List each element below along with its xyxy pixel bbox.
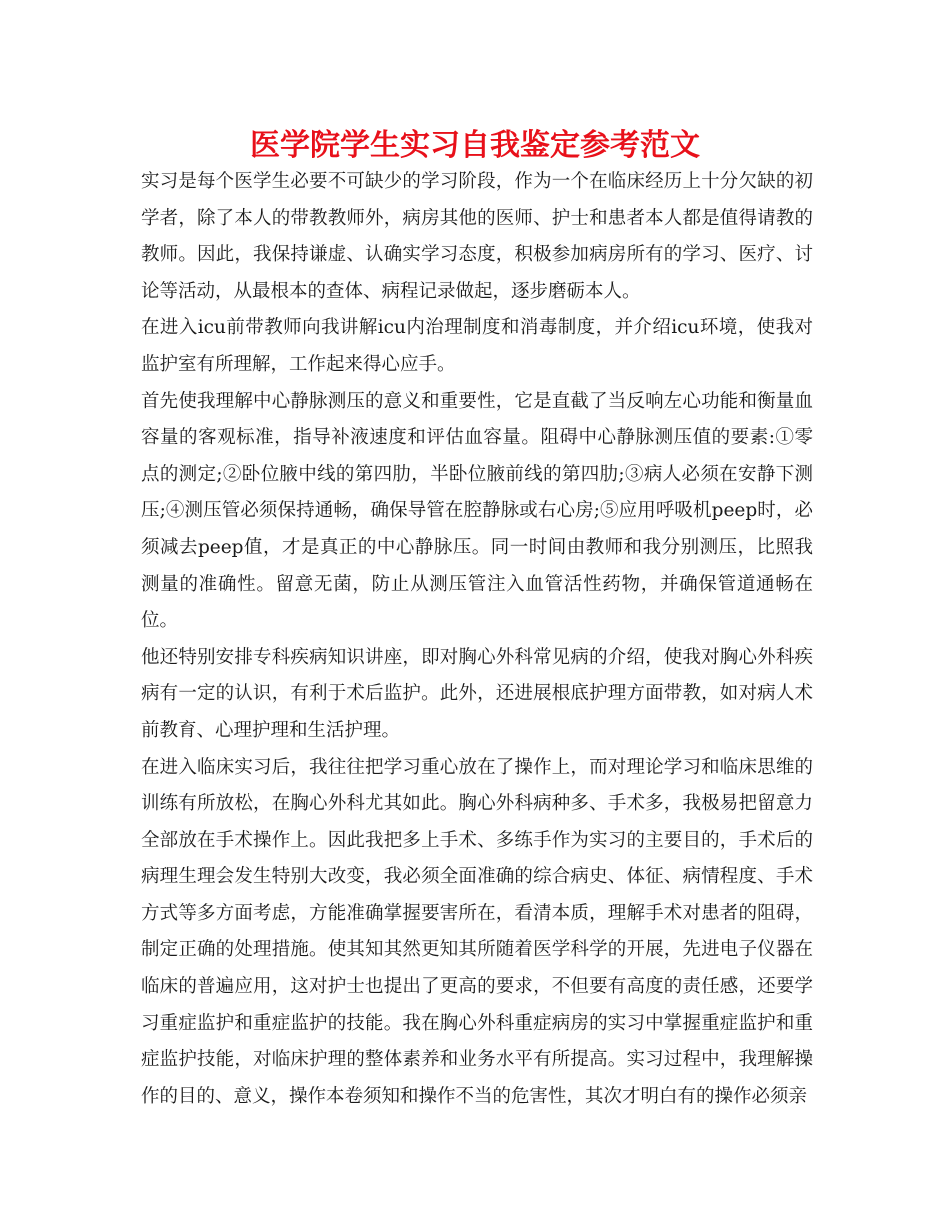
paragraph: 在进入icu前带教师向我讲解icu内治理制度和消毒制度，并介绍icu环境，使我对监护室有所理解，工作起来得心应手。 — [141, 317, 813, 375]
paragraph: 他还特别安排专科疾病知识讲座，即对胸心外科常见病的介绍，使我对胸心外科疾病有一定的认识，有利于术后监护。此外，还进展根底护理方面带教，如对病人术前教育、心理护理和生活护理。 — [141, 646, 813, 741]
document-body — [141, 164, 813, 1115]
document-title: 医学院学生实习自我鉴定参考范文 — [250, 128, 700, 163]
paragraph: 首先使我理解中心静脉测压的意义和重要性，它是直截了当反响左心功能和衡量血容量的客观标准，指导补液速度和评估血容量。阻碍中心静脉测压值的要素:①零点的测定;②卧位腋中线的第四肋，半卧位腋前线的第四肋;③病人必须在安静下测压;④测压管必须保持通畅，确保导管在腔静脉或右心房;⑤应用呼吸机peep时，必须减去peep值，才是真正的中心静脉压。同一时间由教师和我分别测压，比照我测量的准确性。留意无菌，防止从测压管注入血管活性药物，并确保管道通畅在位。 — [141, 390, 813, 632]
paragraph: 在进入临床实习后，我往往把学习重心放在了操作上，而对理论学习和临床思维的训练有所放松，在胸心外科尤其如此。胸心外科病种多、手术多，我极易把留意力全部放在手术操作上。因此我把多上手术、多练手作为实习的主要目的，手术后的病理生理会发生特别大改变，我必须全面准确的综合病史、体征、病情程度、手术方式等多方面考虑，方能准确掌握要害所在，看清本质，理解手术对患者的阻碍，制定正确的处理措施。使其知其然更知其所随着医学科学的开展，先进电子仪器在临床的普遍应用，这对护士也提出了更高的要求，不但要有高度的责任感，还要学习重症监护和重症监护的技能。我在胸心外科重症病房的实习中掌握重症监护和重症监护技能，对临床护理的整体素养和业务水平有所提高。实习过程中，我理解操作的目的、意义，操作本卷须知和操作不当的危害性，其次才明白有的操作必须亲 — [141, 756, 813, 1107]
paragraph: 实习是每个医学生必要不可缺少的学习阶段，作为一个在临床经历上十分欠缺的初学者，除了本人的带教教师外，病房其他的医师、护士和患者本人都是值得请教的教师。因此，我保持谦虚、认确实学习态度，积极参加病房所有的学习、医疗、讨论等活动，从最根本的查体、病程记录做起，逐步磨砺本人。 — [141, 171, 813, 302]
